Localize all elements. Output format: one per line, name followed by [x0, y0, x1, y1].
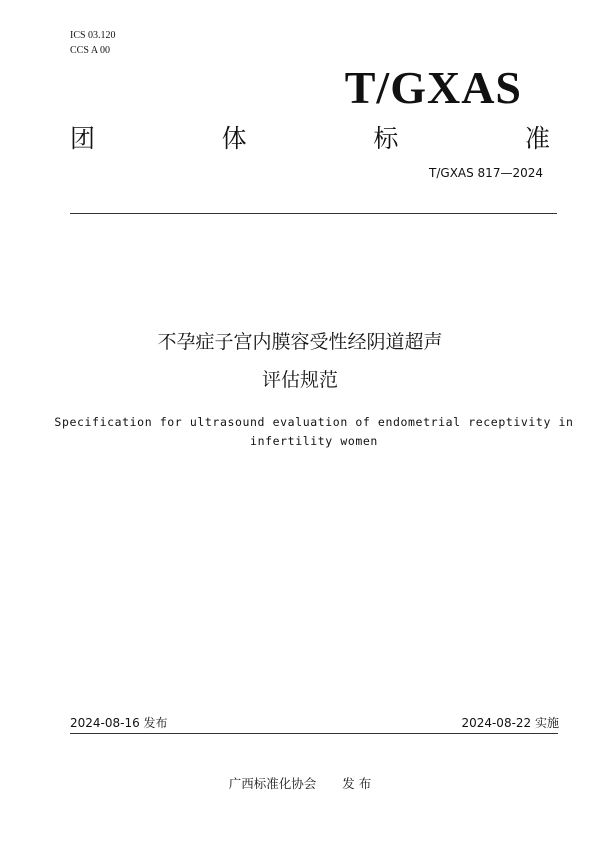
title-chinese-line-2: 评估规范 — [261, 369, 338, 391]
standard-brand-logo: T/GXAS — [344, 62, 522, 113]
issuer-line — [0, 776, 600, 792]
top-divider — [70, 213, 557, 214]
standard-type-heading — [70, 124, 550, 154]
title-chinese-line-1: 不孕症子宫内膜容受性经阴道超声 — [157, 331, 443, 353]
implementation-date: 2024-08-22 实施 — [461, 716, 559, 730]
issue-date: 2024-08-16 发布 — [70, 716, 168, 730]
standard-type-char-3: 标 — [373, 124, 399, 153]
issuer-action: 发 布 — [342, 776, 372, 791]
standard-type-char-4: 准 — [524, 124, 550, 153]
standard-type-char-2: 体 — [221, 124, 247, 153]
bottom-divider — [70, 733, 558, 734]
standard-type-char-1: 团 — [70, 124, 96, 153]
title-english-line-1: Specification for ultrasound evaluation of endometrial receptivity in — [54, 415, 574, 429]
issuer-name: 广西标准化协会 — [228, 776, 317, 791]
ics-code: ICS 03.120 — [70, 30, 116, 41]
title-english-line-2: infertility women — [250, 434, 378, 448]
ccs-code: CCS A 00 — [70, 45, 111, 56]
standard-number: T/GXAS 817—2024 — [429, 166, 543, 180]
